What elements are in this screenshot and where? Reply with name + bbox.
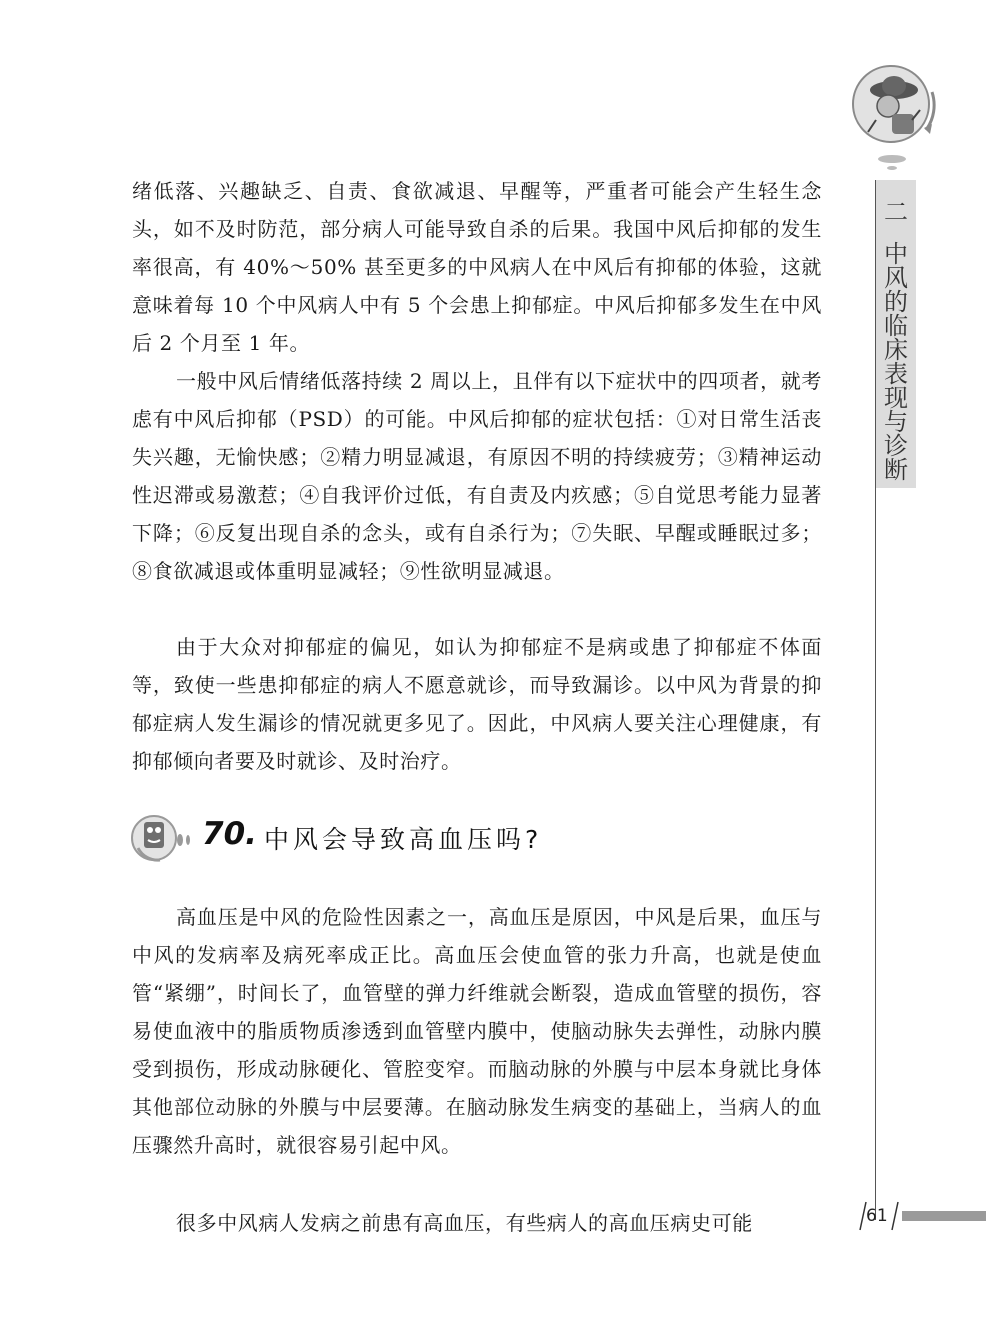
section-heading [130,808,730,868]
page-number-bar [902,1211,986,1221]
paragraph-1: 绪低落、兴趣缺乏、自责、食欲减退、早醒等，严重者可能会产生轻生念头，如不及时防范，部分病人可能导致自杀的后果。我国中风后抑郁的发生率很高，有 40%～50% 甚至更多的中风病人在中风后有抑郁的体验，这就意味着每 10 个中风病人中有 5 个会患上抑郁症。中风后抑郁多发生在中风后 2 个月至 1 年。 [132,179,822,355]
chapter-side-title [878,200,914,482]
chapter-number: 二 [884,198,908,226]
paragraph-5: 很多中风病人发病之前患有高血压，有些病人的高血压病史可能 [176,1211,753,1235]
chapter-title: 中风的临床表现与诊断 [884,240,908,484]
section-number: 70. [202,816,257,852]
doctor-mascot-illustration [846,62,946,172]
page-number: 61 [866,1206,888,1226]
section-title: 中风会导致高血压吗? [264,825,543,854]
page-number-block [852,1198,986,1234]
paragraph-2: 一般中风后情绪低落持续 2 周以上，且伴有以下症状中的四项者，就考虑有中风后抑郁（PSD）的可能。中风后抑郁的症状包括：①对日常生活丧失兴趣，无愉快感；②精力明显减退，有原因不明的持续疲劳；③精神运动性迟滞或易激惹；④自我评价过低，有自责及内疚感；⑤自觉思考能力显著下降；⑥反复出现自杀的念头，或有自杀行为；⑦失眠、早醒或睡眠过多；⑧食欲减退或体重明显减轻；⑨性欲明显减退。 [132,369,822,583]
question-mascot-icon [130,808,194,866]
paragraph-3: 由于大众对抑郁症的偏见，如认为抑郁症不是病或患了抑郁症不体面等，致使一些患抑郁症的病人不愿意就诊，而导致漏诊。以中风为背景的抑郁症病人发生漏诊的情况就更多见了。因此，中风病人要关注心理健康，有抑郁倾向者要及时就诊、及时治疗。 [132,635,822,773]
paragraph-4: 高血压是中风的危险性因素之一，高血压是原因，中风是后果，血压与中风的发病率及病死率成正比。高血压会使血管的张力升高，也就是使血管“紧绷”，时间长了，血管壁的弹力纤维就会断裂，造成血管壁的损伤，容易使血液中的脂质物质渗透到血管壁内膜中，使脑动脉失去弹性，动脉内膜受到损伤，形成动脉硬化、管腔变窄。而脑动脉的外膜与中层本身就比身体其他部位动脉的外膜与中层要薄。在脑动脉发生病变的基础上，当病人的血压骤然升高时，就很容易引起中风。 [132,905,822,1157]
